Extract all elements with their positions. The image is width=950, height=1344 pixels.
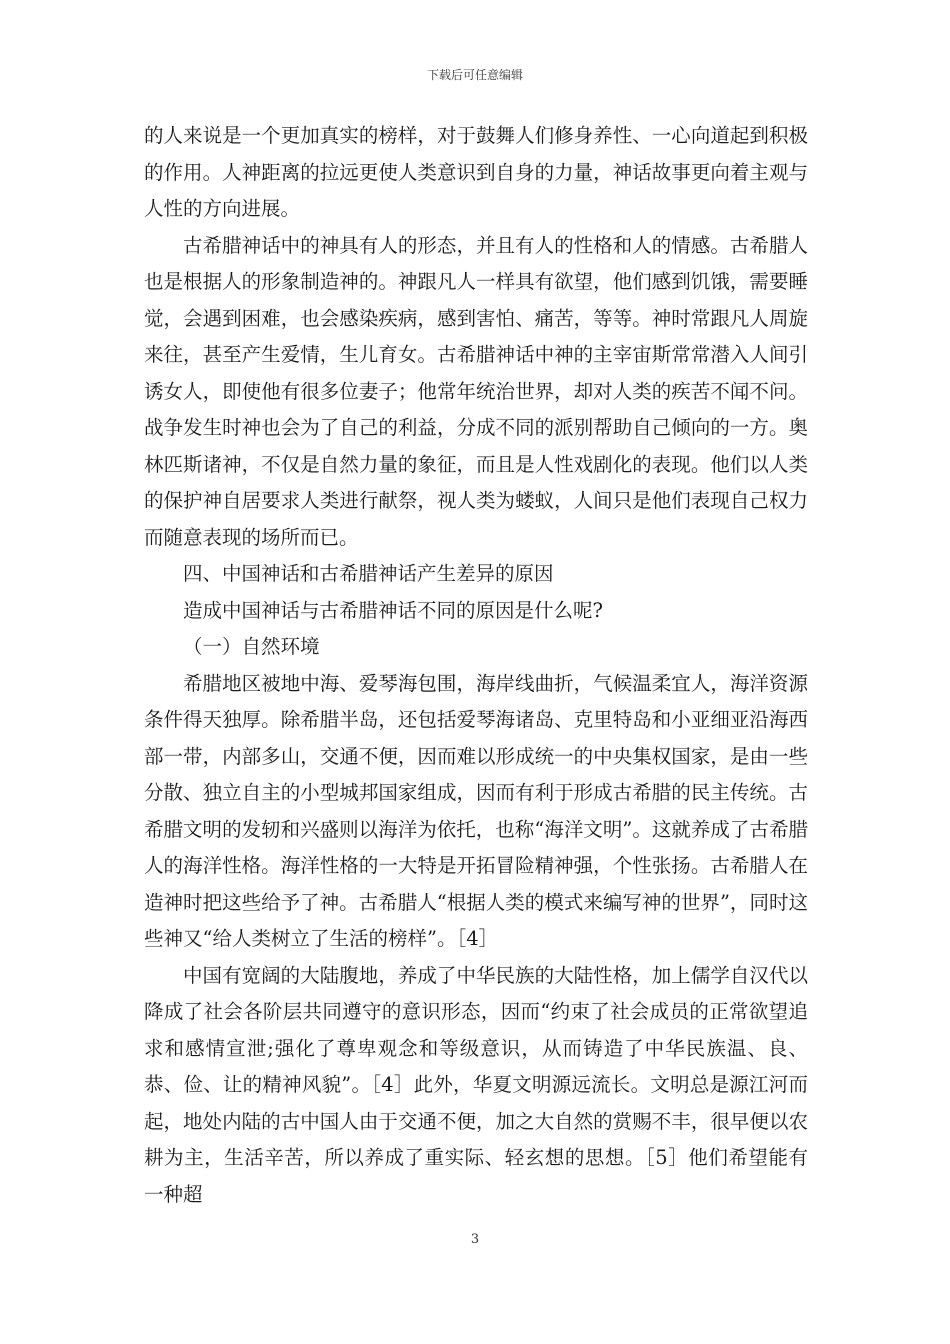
page-header: 下载后可任意编辑 bbox=[426, 68, 523, 82]
paragraph-1: 的人来说是一个更加真实的榜样，对于鼓舞人们修身养性、一心向道起到积极的作用。人神距离的拉远更使人类意识到自身的力量，神话故事更向着主观与人性的方向进展。 bbox=[144, 124, 808, 220]
paragraph-china: 中国有宽阔的大陆腹地，养成了中华民族的大陆性格，加上儒学自汉代以降成了社会各阶层共同遵守的意识形态，因而“约束了社会成员的正常欲望追求和感情宣泄;强化了尊卑观念和等级意识，从而铸造了中华民族温、良、恭、俭、让的精神风貌”。［4］此外，华夏文明源远流长。文明总是源江河而起，地处内陆的古中国人由于交通不便，加之大自然的赏赐不丰，很早便以农耕为主，生活辛苦，所以养成了重实际、轻玄想的思想。［5］他们希望能有一种超 bbox=[144, 963, 808, 1206]
paragraph-question: 造成中国神话与古希腊神话不同的原因是什么呢? bbox=[183, 598, 603, 622]
paragraph-2: 古希腊神话中的神具有人的形态，并且有人的性格和人的情感。古希腊人也是根据人的形象制造神的。神跟凡人一样具有欲望，他们感到饥饿，需要睡觉，会遇到困难，也会感染疾病，感到害怕、痛苦，等等。神时常跟凡人周旋来往，甚至产生爱情，生儿育女。古希腊神话中神的主宰宙斯常常潜入人间引诱女人，即使他有很多位妻子；他常年统治世界，却对人类的疾苦不闻不问。战争发生时神也会为了自己的利益，分成不同的派别帮助自己倾向的一方。奥林匹斯诸神，不仅是自然力量的象征，而且是人性戏剧化的表现。他们以人类的保护神自居要求人类进行献祭，视人类为蝼蚁，人间只是他们表现自己权力而随意表现的场所而已。 bbox=[144, 233, 808, 549]
section-heading: 四、中国神话和古希腊神话产生差异的原因 bbox=[183, 562, 554, 585]
page-number: 3 bbox=[470, 1232, 480, 1247]
subsection-heading: （一）自然环境 bbox=[183, 635, 320, 658]
paragraph-greece: 希腊地区被地中海、爱琴海包围，海岸线曲折，气候温柔宜人，海洋资源条件得天独厚。除希腊半岛，还包括爱琴海诸岛、克里特岛和小亚细亚沿海西部一带，内部多山，交通不便，因而难以形成统一的中央集权国家，是由一些分散、独立自主的小型城邦国家组成，因而有利于形成古希腊的民主传统。古希腊文明的发轫和兴盛则以海洋为依托，也称“海洋文明”。这就养成了古希腊人的海洋性格。海洋性格的一大特是开拓冒险精神强，个性张扬。古希腊人在造神时把这些给予了神。古希腊人“根据人类的模式来编写神的世界”，同时这些神又“给人类树立了生活的榜样”。［4］ bbox=[144, 671, 808, 950]
document-body bbox=[144, 118, 808, 1213]
